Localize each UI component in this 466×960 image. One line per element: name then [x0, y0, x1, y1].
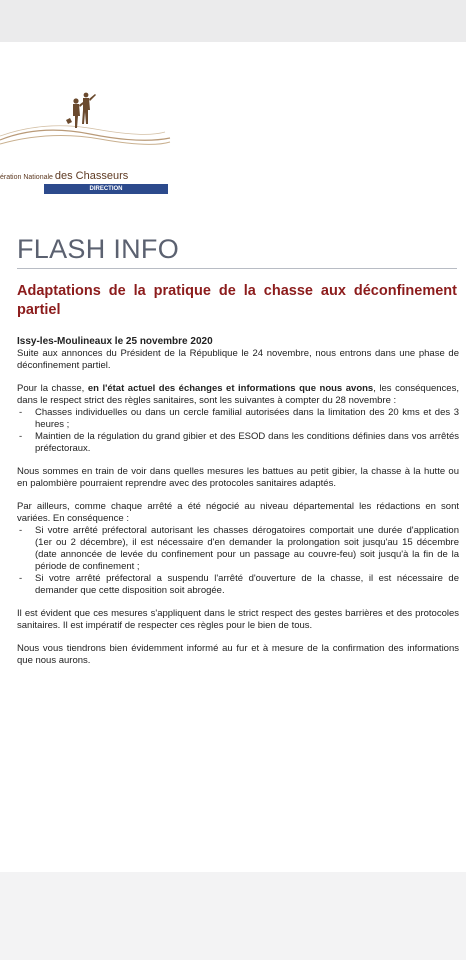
document-body [17, 348, 459, 678]
paragraph-closing: Nous vous tiendrons bien évidemment informé au fur et à mesure de la confirmation des informations que nous aurons. [17, 643, 459, 666]
list-item: - Maintien de la régulation du grand gibier et des ESOD dans les conditions définies dans vos arrêtés préfectoraux. [19, 431, 459, 454]
org-name-main: des Chasseurs [54, 170, 129, 182]
list-item-text: Maintien de la régulation du grand gibier et des ESOD dans les conditions définies dans vos arrêtés préfectoraux. [35, 431, 459, 454]
paragraph-chasse-lead: Pour la chasse, [17, 383, 88, 394]
measures-list [17, 407, 459, 455]
list-item: - Si votre arrêté préfectoral autorisant les chasses dérogatoires comportait une durée d'application (1er ou 2 décembre), il est nécessaire d'en demander la prolongation soit jusqu'au 15 décembre (date annoncée de levée du confinement pour un passage au couvre-feu) soit jusqu'à la fin de la période de confinement ; [19, 525, 459, 572]
paragraph-sanitaire: Il est évident que ces mesures s'appliquent dans le strict respect des gestes barrières et des protocoles sanitaires. Il est impératif de respecter ces règles pour le bien de tous. [17, 608, 459, 631]
paragraph-arretes: Par ailleurs, comme chaque arrêté a été négocié au niveau départemental les rédactions en sont variées. En conséquence : [17, 501, 459, 524]
org-name-prefix: ération Nationale [0, 174, 53, 181]
dateline: Issy-les-Moulineaux le 25 novembre 2020 [17, 336, 213, 347]
paragraph-intro: Suite aux annonces du Président de la République le 24 novembre, nous entrons dans une phase de déconfinement partiel. [17, 348, 459, 371]
organization-name [0, 170, 128, 182]
hunters-logo-icon [0, 82, 180, 152]
top-bar [0, 0, 466, 42]
document-title: Adaptations de la pratique de la chasse aux déconfinement partiel [17, 283, 457, 318]
paragraph-chasse-bold: en l'état actuel des échanges et informations que nous avons [87, 383, 374, 394]
federation-logo [0, 82, 180, 192]
paragraph-chasse-tail: , les conséquences, dans le respect strict des règles sanitaires, sont les suivantes à compter du 28 novembre : [17, 383, 459, 406]
flash-info-heading: FLASH INFO [17, 234, 180, 264]
list-item-text: Si votre arrêté préfectoral a suspendu l'arrêté d'ouverture de la chasse, il est nécessaire de demander que cette disposition soit abrogée. [35, 573, 459, 596]
arretes-list [17, 525, 459, 597]
document-page [0, 42, 466, 872]
paragraph-battues: Nous sommes en train de voir dans quelles mesures les battues au petit gibier, la chasse à la hutte ou en palombière pourraient reprendre avec des protocoles sanitaires adaptés. [17, 466, 459, 489]
bottom-bar [0, 872, 466, 960]
list-item: - Si votre arrêté préfectoral a suspendu l'arrêté d'ouverture de la chasse, il est nécessaire de demander que cette disposition soit abrogée. [19, 573, 459, 596]
direction-banner: DIRECTION [44, 184, 168, 194]
list-item-text: Si votre arrêté préfectoral autorisant les chasses dérogatoires comportait une durée d'application (1er ou 2 décembre), il est nécessaire d'en demander la prolongation soit jusqu'au 15 décembre (date annoncée de levée du confinement pour un passage au couvre-feu) soit jusqu'à la fin de la période de confinement ; [35, 525, 459, 572]
heading-divider [17, 268, 457, 269]
list-item: - Chasses individuelles ou dans un cercle familial autorisées dans la limitation des 20 kms et des 3 heures ; [19, 407, 459, 430]
list-item-text: Chasses individuelles ou dans un cercle familial autorisées dans la limitation des 20 kms et des 3 heures ; [35, 407, 459, 430]
paragraph-chasse [17, 383, 459, 407]
